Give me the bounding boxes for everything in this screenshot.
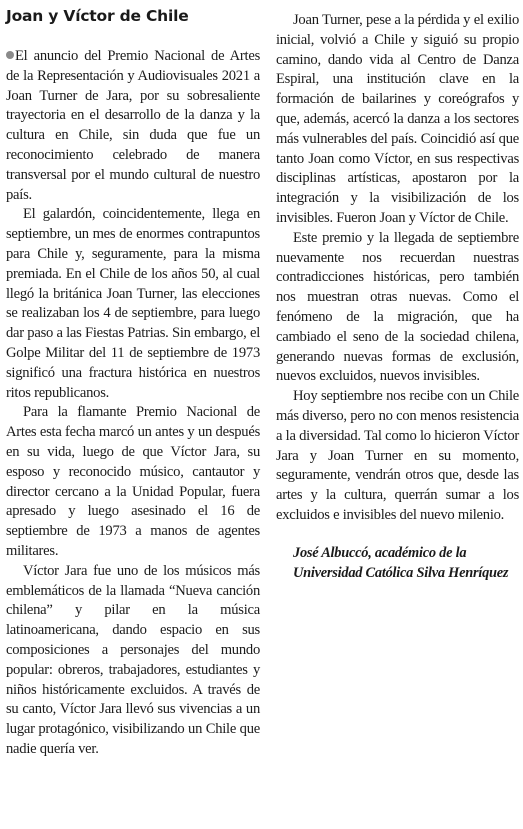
author-signature: José Albuccó, académico de la Universidad Católica Silva Henríquez	[293, 544, 509, 581]
paragraph-1-text: El anuncio del Premio Nacional de Artes de la Representación y Audiovisuales 2021 a Joan Turner de Jara, por su sobresaliente trayectoria en el desarrollo de la danza y la cultura en Chile, sin duda que fue un reconocimiento celebrado de manera transversal por el mundo cultural de nuestro país.	[6, 48, 260, 203]
paragraph-5: Joan Turner, pese a la pérdida y el exilio inicial, volvió a Chile y siguió su propio camino, dando vida al Centro de Danza Espiral, una institución clave en la formación de bailarines y coreógrafos y que, además, acercó la danza a los sectores más vulnerables del país. Coincidió así que tanto Joan como Víctor, en sus respectivas disciplinas artísticas, apostaron por la integración y la visibilización de los invisibles. Fueron Joan y Víctor de Chile.	[276, 12, 519, 226]
paragraph-3: Para la flamante Premio Nacional de Artes esta fecha marcó un antes y un después en su vida, luego de que Víctor Jara, su esposo y reconocido músico, cantautor y director cercano a la Unidad Popular, fuera apresado y luego asesinado el 16 de septiembre de 1973 a manos de agentes militares.	[6, 404, 260, 559]
article-title: Joan y Víctor de Chile	[6, 7, 189, 25]
left-column	[6, 0, 260, 760]
paragraph-7: Hoy septiembre nos recibe con un Chile más diverso, pero no con menos resistencia a la diversidad. Tal como lo hicieron Víctor Jara y Joan Turner en su momento, seguramente, vendrán otros que, desde las artes y la cultura, querrán sumar a los excluidos e invisibles del nuevo milenio.	[276, 388, 519, 523]
right-column	[276, 0, 519, 583]
paragraph-6: Este premio y la llegada de septiembre nuevamente nos recuerdan nuestras contradicciones históricas, pero también nos muestran otras nuevas. Como el fenómeno de la migración, que ha cambiado el seno de la sociedad chilena, generando nuevas formas de exclusión, nuevos excluidos, nuevos invisibles.	[276, 229, 519, 385]
bullet-icon	[6, 51, 14, 59]
paragraph-1	[6, 47, 260, 205]
paragraph-2: El galardón, coincidentemente, llega en septiembre, un mes de enormes contrapuntos para Chile y, seguramente, para la misma premiada. En el Chile de los años 50, al cual llegó la británica Joan Turner, las elecciones se realizaban los 4 de septiembre, para luego dar paso a las Fiestas Patrias. Sin embargo, el Golpe Militar del 11 de septiembre de 1973 significó una fractura histórica en nuestros ritos republicanos.	[6, 206, 260, 401]
paragraph-4: Víctor Jara fue uno de los músicos más emblemáticos de la llamada “Nueva canción chilena” y pilar en la música latinoamericana, dando espacio en sus composiciones a personajes del mundo popular: obreros, trabajadores, estudiantes y niños históricamente excluidos. A través de su canto, Víctor Jara llevó sus vivencias a un lugar protagónico, visibilizando un Chile que nadie quería ver.	[6, 562, 260, 757]
